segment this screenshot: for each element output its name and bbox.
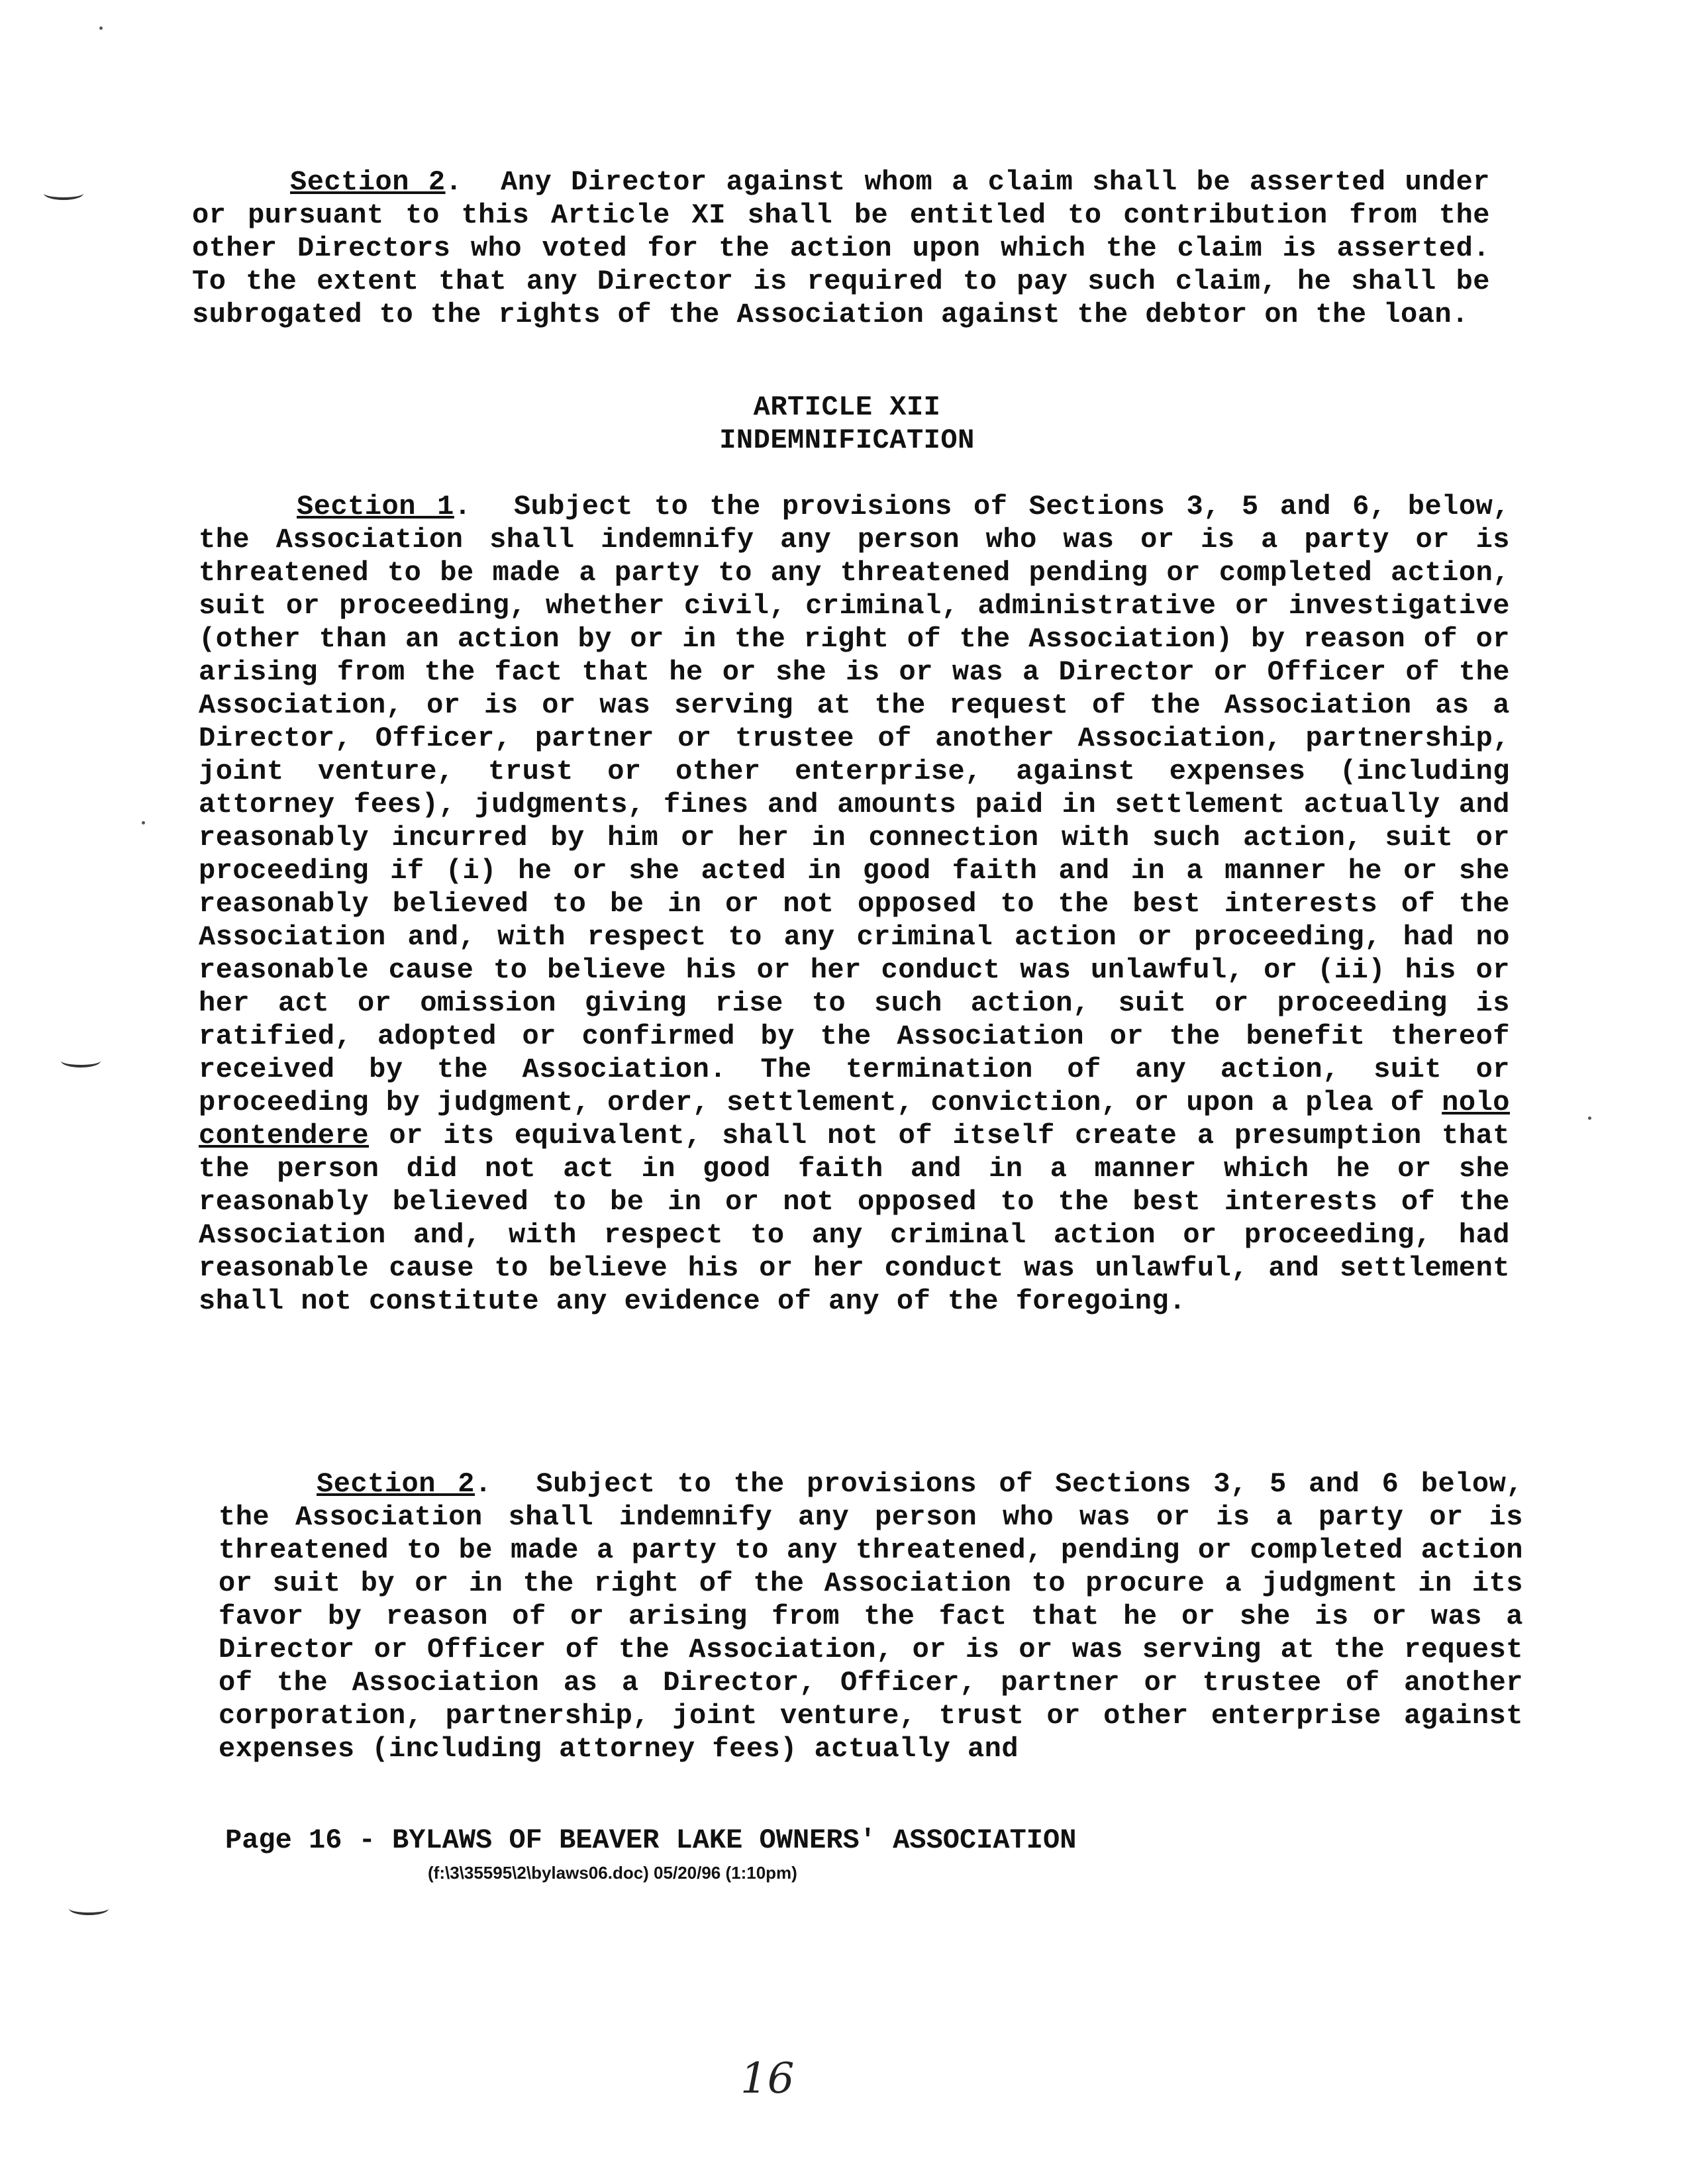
scan-mark	[44, 187, 83, 200]
paragraph-text-continued: or its equivalent, shall not of itself create a presumption that the person did not act in good faith and in a manner which he or she reasonably believed to be in or not opposed to the best interests of the Association and, with respect to any criminal action or proceeding, had reasonable cause to believe his or her conduct was unlawful, and settlement shall not constitute any evidence of any of the foregoing.	[199, 1120, 1510, 1317]
scan-mark	[61, 1054, 101, 1067]
article-xii-section-2	[219, 1467, 1523, 1765]
article-xi-section-2	[192, 166, 1490, 331]
paragraph: Section 2. Subject to the provisions of Sections 3, 5 and 6 below, the Association shall indemnify any person who was or is a party or is threatened to be made a party to any threatened, pending or completed action or suit by or in the right of the Association to procure a judgment in its favor by reason of or arising from the fact that he or she is or was a Director or Officer of the Association, or is or was serving at the request of the Association as a Director, Officer, partner or trustee of another corporation, partnership, joint venture, trust or other enterprise against expenses (including attorney fees) actually and	[219, 1468, 1523, 1765]
paragraph-text: Any Director against whom a claim shall be asserted under or pursuant to this Article XI shall be entitled to contribution from the other Directors who voted for the action upon which the claim is asserted. To the extent that any Director is required to pay such claim, he shall be subrogated to the rights of the Association against the debtor on the loan.	[192, 166, 1490, 330]
file-reference: (f:\3\35595\2\bylaws06.doc) 05/20/96 (1:10pm)	[428, 1863, 797, 1883]
scan-speck	[1588, 1117, 1591, 1120]
section-label: Section 1	[297, 491, 454, 522]
paragraph: Section 1. Subject to the provisions of Sections 3, 5 and 6, below, the Association shall indemnify any person who was or is a party or is threatened to be made a party to any threatened pending or completed action, suit or proceeding, whether civil, criminal, administrative or investigative (other than an action by or in the right of the Association) by reason of or arising from the fact that he or she is or was a Director or Officer of the Association, or is or was serving at the request of the Association as a Director, Officer, partner or trustee of another Association, partnership, joint venture, trust or other enterprise, against expenses (including attorney fees), judgments, fines and amounts paid in settlement actually and reasonably incurred by him or her in connection with such action, suit or proceeding if (i) he or she acted in good faith and in a manner he or she reasonably believed to be in or not opposed to the best interests of the Association and, with respect to any criminal action or proceeding, had no reasonable cause to believe his or her conduct was unlawful, or (ii) his or her act or omission giving rise to such action, suit or proceeding is ratified, adopted or confirmed by the Association or the benefit thereof received by the Association. The termination of any action, suit or proceeding by judgment, order, settlement, conviction, or upon a plea of nolo contendere or its equivalent, shall not of itself create a presumption that the person did not act in good faith and in a manner which he or she reasonably believed to be in or not opposed to the best interests of the Association and, with respect to any criminal action or proceeding, had reasonable cause to believe his or her conduct was unlawful, and settlement shall not constitute any evidence of any of the foregoing.	[199, 491, 1510, 1317]
handwritten-page-number: 16	[740, 2054, 795, 2103]
paragraph: Section 2. Any Director against whom a claim shall be asserted under or pursuant to this Article XI shall be entitled to contribution from the other Directors who voted for the action upon which the claim is asserted. To the extent that any Director is required to pay such claim, he shall be subrogated to the rights of the Association against the debtor on the loan.	[192, 166, 1490, 330]
paragraph-text: Subject to the provisions of Sections 3, 5 and 6, below, the Association shall indemnify any person who was or is a party or is threatened to be made a party to any threatened pending or completed action, suit or proceeding, whether civil, criminal, administrative or investigative (other than an action by or in the right of the Association) by reason of or arising from the fact that he or she is or was a Director or Officer of the Association, or is or was serving at the request of the Association as a Director, Officer, partner or trustee of another Association, partnership, joint venture, trust or other enterprise, against expenses (including attorney fees), judgments, fines and amounts paid in settlement actually and reasonably incurred by him or her in connection with such action, suit or proceeding if (i) he or she acted in good faith and in a manner he or she reasonably believed to be in or not opposed to the best interests of the Association and, with respect to any criminal action or proceeding, had no reasonable cause to believe his or her conduct was unlawful, or (ii) his or her act or omission giving rise to such action, suit or proceeding is ratified, adopted or confirmed by the Association or the benefit thereof received by the Association. The termination of any action, suit or proceeding by judgment, order, settlement, conviction, or upon a plea of	[199, 491, 1510, 1118]
latin-term-nolo: nolo	[1442, 1087, 1510, 1118]
page-footer: Page 16 - BYLAWS OF BEAVER LAKE OWNERS' ASSOCIATION	[225, 1824, 1077, 1856]
scan-mark	[69, 1902, 109, 1915]
scan-speck	[99, 26, 103, 30]
paragraph-text: Subject to the provisions of Sections 3, 5 and 6 below, the Association shall indemnify any person who was or is a party or is threatened to be made a party to any threatened, pending or completed action or suit by or in the right of the Association to procure a judgment in its favor by reason of or arising from the fact that he or she is or was a Director or Officer of the Association, or is or was serving at the request of the Association as a Director, Officer, partner or trustee of another corporation, partnership, joint venture, trust or other enterprise against expenses (including attorney fees) actually and	[219, 1468, 1523, 1765]
section-label: Section 2	[290, 166, 446, 198]
article-title: INDEMNIFICATION	[719, 424, 975, 456]
article-number: ARTICLE XII	[753, 391, 941, 423]
latin-term-contendere: contendere	[199, 1120, 370, 1152]
section-label: Section 2	[317, 1468, 475, 1500]
article-xii-section-1	[199, 490, 1510, 1318]
scan-speck	[142, 821, 145, 824]
